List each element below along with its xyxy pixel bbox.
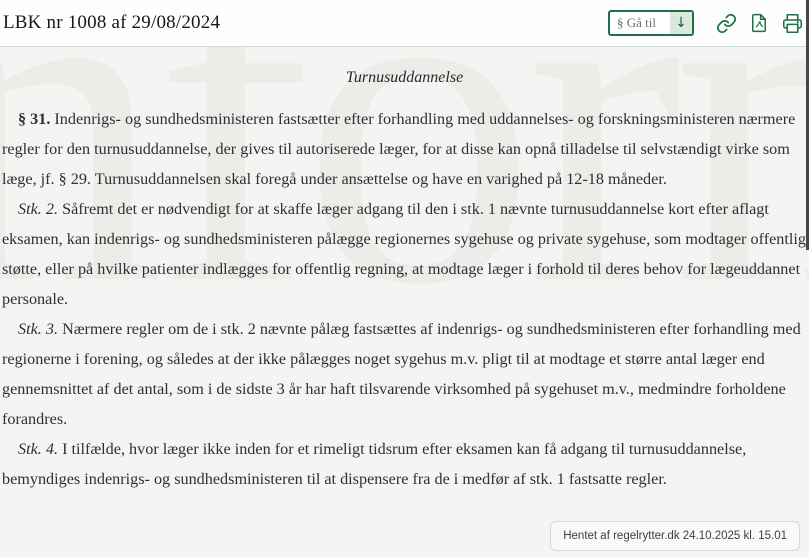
paragraph-label: Stk. 2. xyxy=(18,200,63,218)
paragraph-text: I tilfælde, hvor læger ikke inden for et rimeligt tidsrum efter eksamen kan få adgang til turnusuddannelse, bemyndiges indenrigs- og sundhedsministeren til at dispensere fra de i medfør af stk. 1 fastsatte regler. xyxy=(2,440,747,488)
retrieval-stamp: Hentet af regelrytter.dk 24.10.2025 kl. 15.01 xyxy=(550,521,800,551)
paragraph-text: Indenrigs- og sundhedsministeren fastsætter efter forhandling med uddannelses- og forskningsministeren nærmere regler for den turnusuddannelse, der gives til autoriserede læger, for at disse kan opnå tilladelse til selvstændigt virke som læge, jf. § 29. Turnusuddannelsen skal foregå under ansættelse og have en varighed på 12-18 måneder. xyxy=(2,110,796,188)
pdf-icon[interactable] xyxy=(748,11,770,35)
law-paragraph xyxy=(2,314,807,434)
header-bar xyxy=(0,0,809,47)
paragraph-label: Stk. 4. xyxy=(18,440,63,458)
goto-select-value: § Gå til xyxy=(617,15,656,30)
paragraph-list xyxy=(2,104,807,494)
goto-select[interactable] xyxy=(608,10,694,36)
law-paragraph xyxy=(2,434,807,494)
paragraph-text: Nærmere regler om de i stk. 2 nævnte pålæg fastsættes af indenrigs- og sundhedsministeren efter forhandling med regionerne i forening, og således at der ikke pålægges noget sygehus m.v. pligt til at modtage et større antal læger end gennemsnittet af det antal, som i de sidste 3 år har haft tilsvarende virksomhed på sygehuset m.v., medmindre forholdene forandres. xyxy=(2,320,801,428)
law-paragraph xyxy=(2,194,807,314)
document-body xyxy=(0,47,809,494)
paragraph-text: Såfremt det er nødvendigt for at skaffe læger adgang til den i stk. 1 nævnte turnusuddannelse kort efter aflagt eksamen, kan indenrigs- og sundhedsministeren pålægge regionernes sygehuse og private sygehuse, som modtager offentlig støtte, eller på hvilke patienter indlægges for offentlig regning, at modtage læger i forhold til deres behov for lægeuddannet personale. xyxy=(2,200,806,308)
page-title: LBK nr 1008 af 29/08/2024 xyxy=(3,12,221,33)
law-paragraph xyxy=(2,104,807,194)
print-icon[interactable] xyxy=(781,11,803,35)
chevron-down-icon: ↓ xyxy=(670,12,692,34)
paragraph-label: Stk. 3. xyxy=(18,320,63,338)
section-title: Turnusuddannelse xyxy=(345,69,464,86)
header-controls xyxy=(608,10,803,36)
permalink-icon[interactable] xyxy=(715,11,737,35)
paragraph-label: § 31. xyxy=(18,110,55,128)
